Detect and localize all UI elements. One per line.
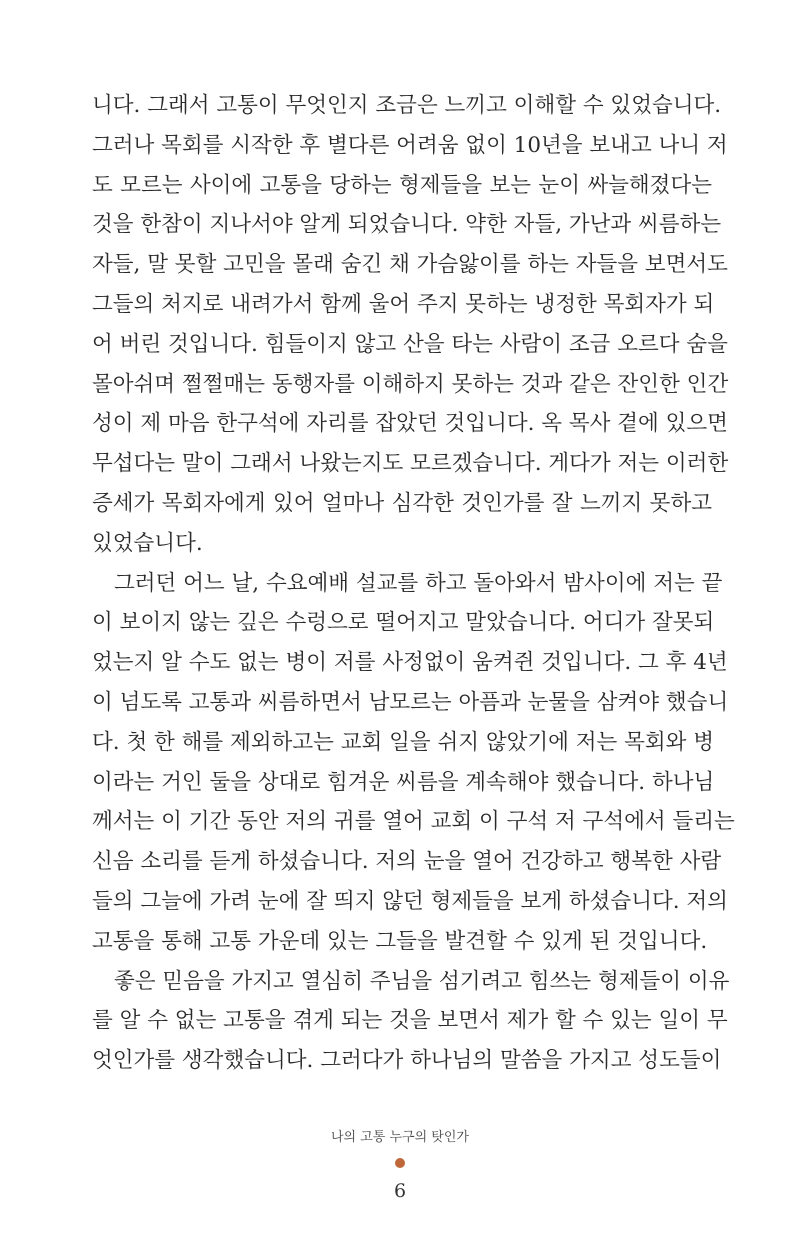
body-line: 성이 제 마음 한구석에 자리를 잡았던 것입니다. 옥 목사 곁에 있으면 (92, 411, 728, 437)
page-number: 6 (393, 1180, 407, 1202)
body-line: 그러나 목회를 시작한 후 별다른 어려움 없이 10년을 보내고 나니 저 (92, 132, 728, 158)
body-line: 어 버린 것입니다. 힘들이지 않고 산을 타는 사람이 조금 오르다 숨을 (92, 331, 728, 357)
body-line: 도 모르는 사이에 고통을 당하는 형제들을 보는 눈이 싸늘해졌다는 (92, 172, 712, 198)
body-line: 었는지 알 수도 없는 병이 저를 사정없이 움켜쥔 것입니다. 그 후 4년 (92, 650, 728, 676)
body-line: 께서는 이 기간 동안 저의 귀를 열어 교회 이 구석 저 구석에서 들리는 (92, 809, 735, 835)
body-line: 엇인가를 생각했습니다. 그러다가 하나님의 말씀을 가지고 성도들이 (92, 1048, 722, 1074)
body-line: 다. 첫 한 해를 제외하고는 교회 일을 쉬지 않았기에 저는 목회와 병 (92, 729, 715, 755)
body-line: 몰아쉬며 쩔쩔매는 동행자를 이해하지 못하는 것과 같은 잔인한 인간 (92, 371, 729, 397)
footer-dot-icon (395, 1158, 405, 1168)
body-line: 자들, 말 못할 고민을 몰래 숨긴 채 가슴앓이를 하는 자들을 보면서도 (92, 252, 728, 278)
body-line: 그러던 어느 날, 수요예배 설교를 하고 돌아와서 밤사이에 저는 끝 (114, 570, 723, 596)
body-line: 신음 소리를 듣게 하셨습니다. 저의 눈을 열어 건강하고 행복한 사람 (92, 849, 722, 875)
body-line: 있었습니다. (92, 530, 203, 556)
body-line: 좋은 믿음을 가지고 열심히 주님을 섬기려고 힘쓰는 형제들이 이유 (114, 968, 730, 994)
body-line: 를 알 수 없는 고통을 겪게 되는 것을 보면서 제가 할 수 있는 일이 무 (92, 1008, 728, 1034)
body-line: 이 보이지 않는 깊은 수렁으로 떨어지고 말았습니다. 어디가 잘못되 (92, 610, 715, 636)
body-text (92, 86, 735, 1081)
running-footer-title: 나의 고통 누구의 탓인가 (331, 1130, 469, 1145)
body-line: 것을 한참이 지나서야 알게 되었습니다. 약한 자들, 가난과 씨름하는 (92, 212, 722, 238)
body-line: 고통을 통해 고통 가운데 있는 그들을 발견할 수 있게 된 것입니다. (92, 928, 708, 954)
body-line: 그들의 처지로 내려가서 함께 울어 주지 못하는 냉정한 목회자가 되 (92, 291, 715, 317)
body-line: 들의 그늘에 가려 눈에 잘 띄지 않던 형제들을 보게 하셨습니다. 저의 (92, 888, 728, 914)
body-line: 무섭다는 말이 그래서 나왔는지도 모르겠습니다. 게다가 저는 이러한 (92, 451, 729, 477)
body-line: 이 넘도록 고통과 씨름하면서 남모르는 아픔과 눈물을 삼켜야 했습니 (92, 689, 729, 715)
body-line: 이라는 거인 둘을 상대로 힘겨운 씨름을 계속해야 했습니다. 하나님 (92, 769, 715, 795)
body-line: 증세가 목회자에게 있어 얼마나 심각한 것인가를 잘 느끼지 못하고 (92, 490, 712, 516)
body-line: 니다. 그래서 고통이 무엇인지 조금은 느끼고 이해할 수 있었습니다. (92, 93, 722, 118)
